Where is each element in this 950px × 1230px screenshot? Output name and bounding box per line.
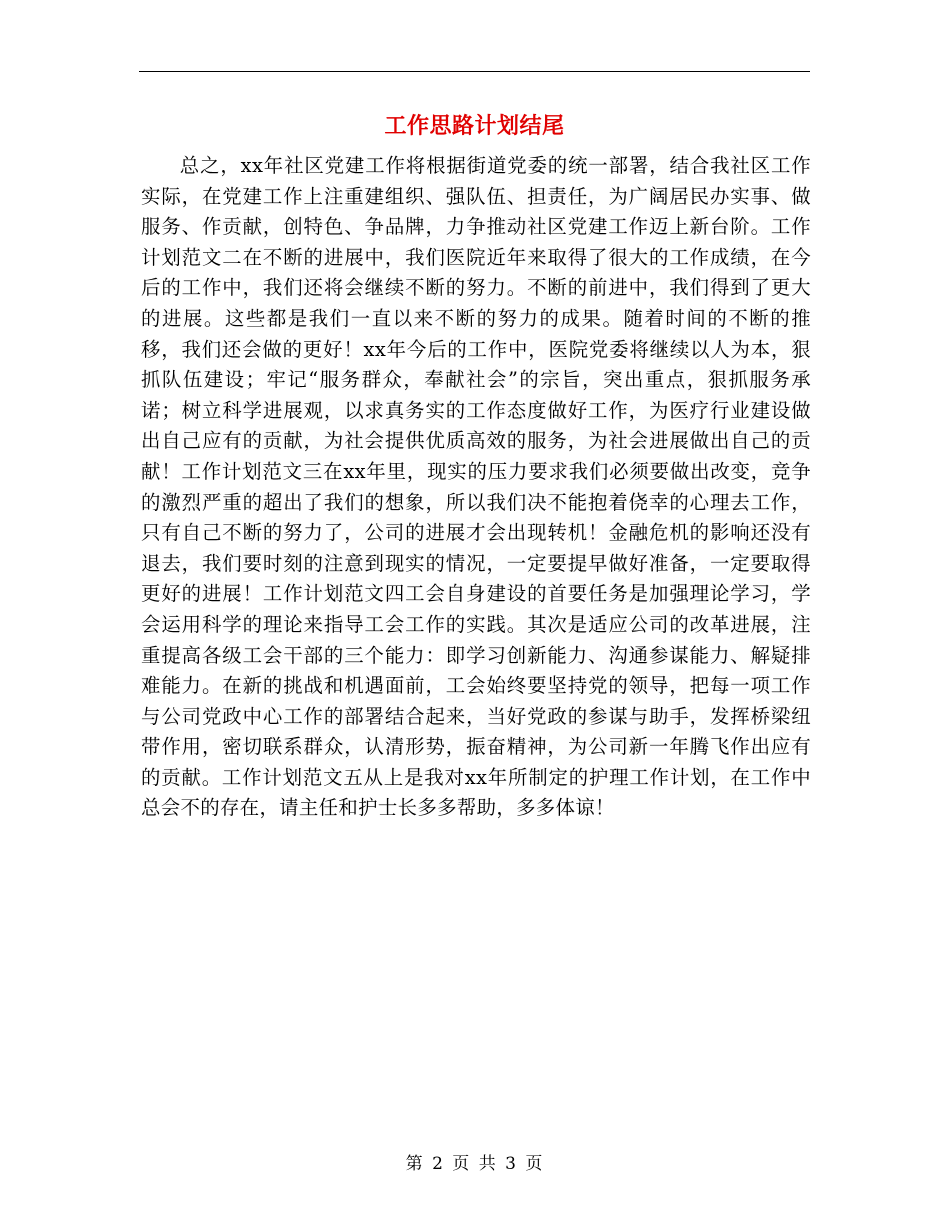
page-number-footer: 第 2 页 共 3 页 — [405, 1154, 545, 1174]
page-title: 工作思路计划结尾 — [384, 113, 565, 139]
header-rule — [139, 71, 810, 72]
body-paragraph: 总之，xx年社区党建工作将根据街道党委的统一部署，结合我社区工作实际，在党建工作上注重建组织、强队伍、担责任，为广阔居民办实事、做服务、作贡献，创特色、争品牌，力争推动社区党建工作迈上新台阶。工作计划范文二在不断的进展中，我们医院近年来取得了很大的工作成绩，在今后的工作中，我们还将会继续不断的努力。不断的前进中，我们得到了更大的进展。这些都是我们一直以来不断的努力的成果。随着时间的不断的推移，我们还会做的更好！xx年今后的工作中，医院党委将继续以人为本，狠抓队伍建设；牢记“服务群众，奉献社会”的宗旨，突出重点，狠抓服务承诺；树立科学进展观，以求真务实的工作态度做好工作，为医疗行业建设做出自己应有的贡献，为社会提供优质高效的服务，为社会进展做出自己的贡献！工作计划范文三在xx年里，现实的压力要求我们必须要做出改变，竞争的激烈严重的超出了我们的想象，所以我们决不能抱着侥幸的心理去工作，只有自己不断的努力了，公司的进展才会出现转机！金融危机的影响还没有退去，我们要时刻的注意到现实的情况，一定要提早做好准备，一定要取得更好的进展！工作计划范文四工会自身建设的首要任务是加强理论学习，学会运用科学的理论来指导工会工作的实践。其次是适应公司的改革进展，注重提高各级工会干部的三个能力：即学习创新能力、沟通参谋能力、解疑排难能力。在新的挑战和机遇面前，工会始终要坚持党的领导，把每一项工作与公司党政中心工作的部署结合起来，当好党政的参谋与助手，发挥桥梁纽带作用，密切联系群众，认清形势，振奋精神，为公司新一年腾飞作出应有的贡献。工作计划范文五从上是我对xx年所制定的护理工作计划，在工作中总会不的存在，请主任和护士长多多帮助，多多体谅！ — [141, 154, 811, 820]
